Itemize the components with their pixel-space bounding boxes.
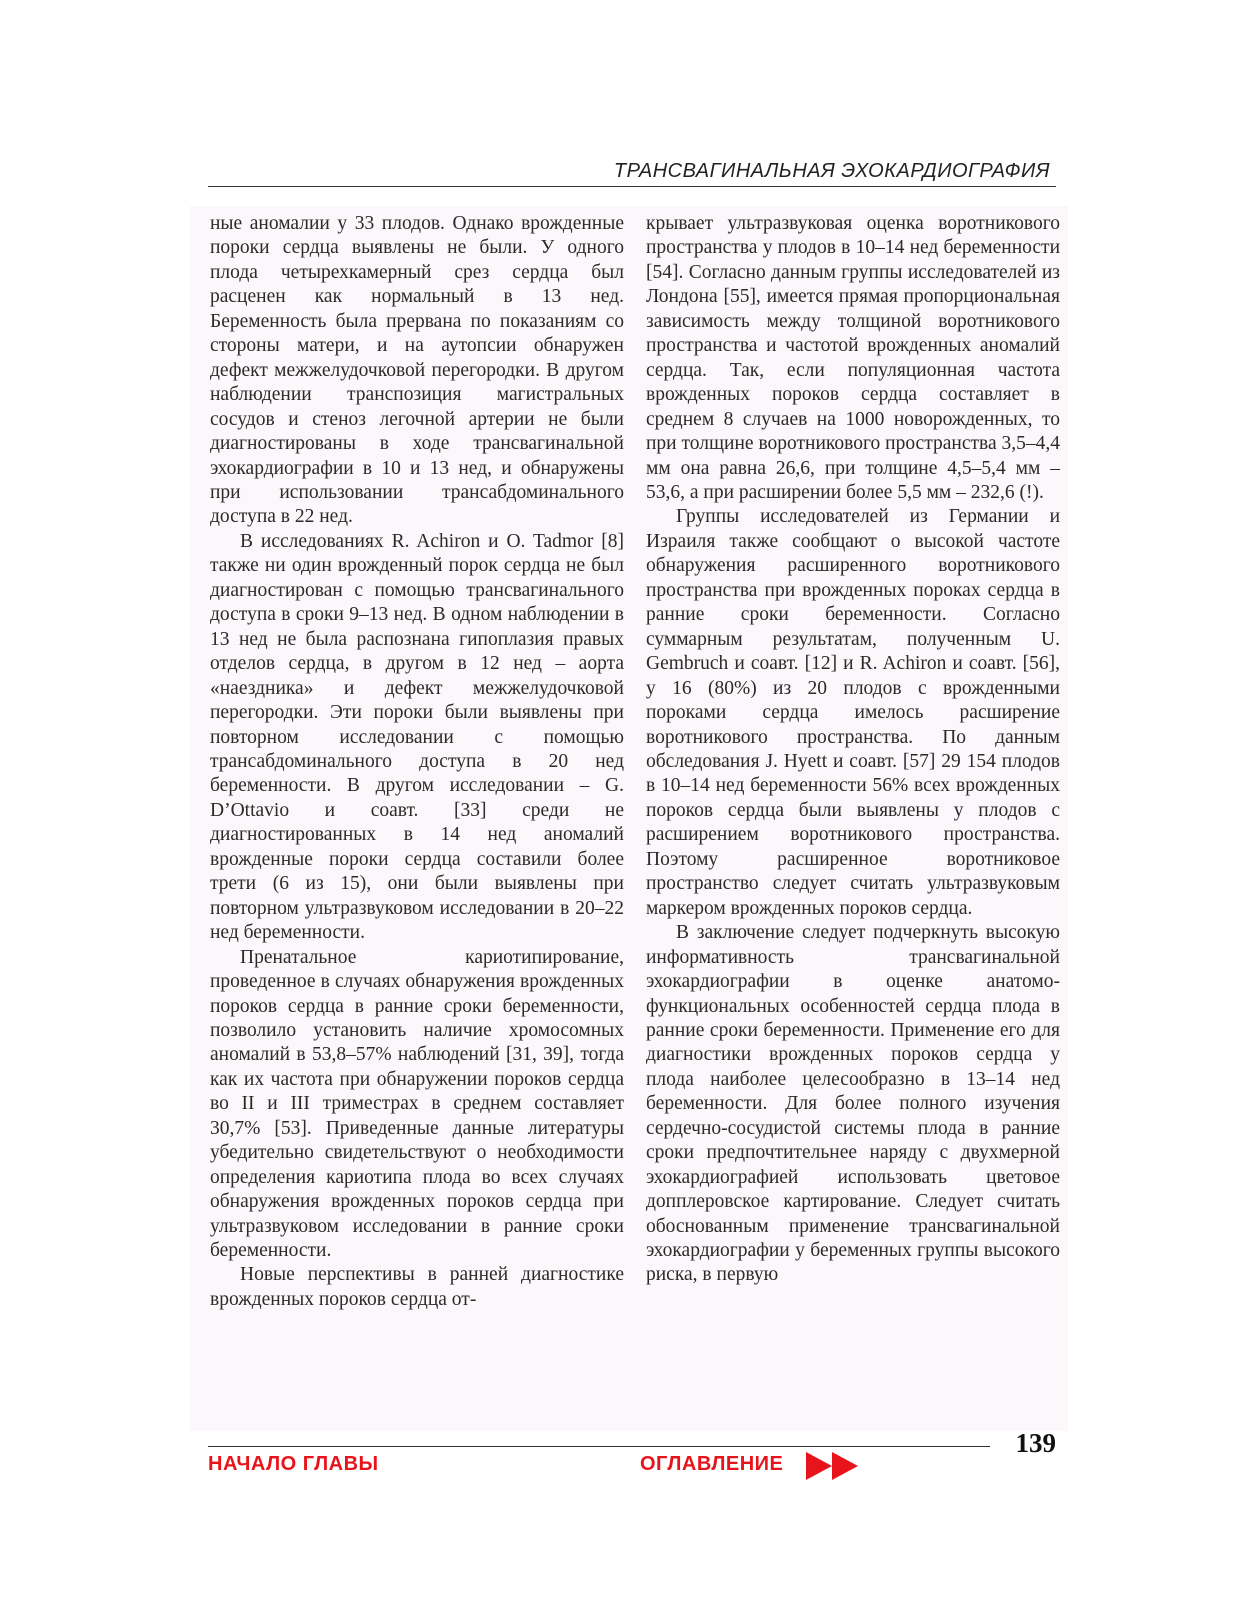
page-number: 139 [1015,1428,1056,1458]
table-of-contents-link[interactable]: ОГЛАВЛЕНИЕ [640,1453,784,1475]
paragraph: В исследованиях R. Achiron и O. Tadmor [8] также ни один врожденный порок сердца не был диагностирован с помощью трансвагинального доступа в сроки 9–13 нед. В одном наблюдении в 13 нед не была распознана гипоплазия правых отделов сердца, в другом в 12 нед – аорта «наездника» и дефект межжелудочковой перегородки. Эти пороки были выявлены при повторном исследовании с помощью трансабдоминального доступа в 20 нед беременности. В другом исследовании – G. D’Ottavio и соавт. [33] среди не диагностированных в 14 нед аномалий врожденные пороки сердца составили более трети (6 из 15), они были выявлены при повторном ультразвуковом исследовании в 20–22 нед беременности. [210,530,624,944]
paragraph: Новые перспективы в ранней диагностике врожденных пороков сердца от- [210,1264,624,1310]
paragraph: ные аномалии у 33 плодов. Однако врожденные пороки сердца выявлены не были. У одного плода четырехкамерный срез сердца был расценен как нормальный в 13 нед. Беременность была прервана по показаниям со стороны матери, и на аутопсии обнаружен дефект межжелудочковой перегородки. В другом наблюдении транспозиция магистральных сосудов и стеноз легочной артерии не были диагностированы в ходе трансвагинальной эхокардиографии в 10 и 13 нед, и обнаружены при использовании трансабдоминального доступа в 22 нед. [210,213,624,528]
right-column [646,212,1060,1288]
running-title: ТРАНСВАГИНАЛЬНАЯ ЭХОКАРДИОГРАФИЯ [613,160,1050,182]
double-right-arrow-icon[interactable] [806,1452,860,1480]
left-column [210,212,624,1312]
paragraph: Группы исследователей из Германии и Израиля также сообщают о высокой частоте обнаружения расширенного воротникового пространства при врожденных пороках сердца в ранние сроки беременности. Согласно суммарным результатам, полученным U. Gembruch и соавт. [12] и R. Achiron и соавт. [56], у 16 (80%) из 20 плодов с врожденными пороками сердца имелось расширение воротникового пространства. По данным обследования J. Hyett и соавт. [57] 29 154 плодов в 10–14 нед беременности 56% всех врожденных пороков сердца были выявлены у плодов с расширением воротникового пространства. Поэтому расширенное воротниковое пространство следует считать ультразвуковым маркером врожденных пороков сердца. [646,506,1060,919]
chapter-start-link[interactable]: НАЧАЛО ГЛАВЫ [208,1453,379,1475]
paragraph: крывает ультразвуковая оценка воротникового пространства у плодов в 10–14 нед беременности [54]. Согласно данным группы исследователей из Лондона [55], имеется прямая пропорциональная зависимость между толщиной воротникового пространства и частотой врожденных аномалий сердца. Так, если популяционная частота врожденных пороков сердца составляет в среднем 8 случаев на 1000 новорожденных, то при толщине воротникового пространства 3,5–4,4 мм она равна 26,6, при толщине 4,5–5,4 мм – 53,6, а при расширении более 5,5 мм – 232,6 (!). [646,213,1060,503]
footer-divider [208,1446,990,1447]
paragraph: В заключение следует подчеркнуть высокую информативность трансвагинальной эхокардиографии в оценке анатомо-функциональных особенностей сердца плода в ранние сроки беременности. Применение его для диагностики врожденных пороков сердца у плода наиболее целесообразно в 13–14 нед беременности. Для более полного изучения сердечно-сосудистой системы плода в ранние сроки предпочтительнее наряду с двухмерной эхокардиографией использовать цветовое допплеровское картирование. Следует считать обоснованным применение трансвагинальной эхокардиографии у беременных группы высокого риска, в первую [646,922,1060,1286]
paragraph: Пренатальное кариотипирование, проведенное в случаях обнаружения врожденных пороков сердца в ранние сроки беременности, позволило установить наличие хромосомных аномалий в 53,8–57% наблюдений [31, 39], тогда как их частота при обнаружении пороков сердца во II и III триместрах в среднем составляет 30,7% [53]. Приведенные данные литературы убедительно свидетельствуют о необходимости определения кариотипа плода во всех случаях обнаружения врожденных пороков сердца при ультразвуковом исследовании в ранние сроки беременности. [210,946,624,1262]
header-divider [208,186,1056,187]
